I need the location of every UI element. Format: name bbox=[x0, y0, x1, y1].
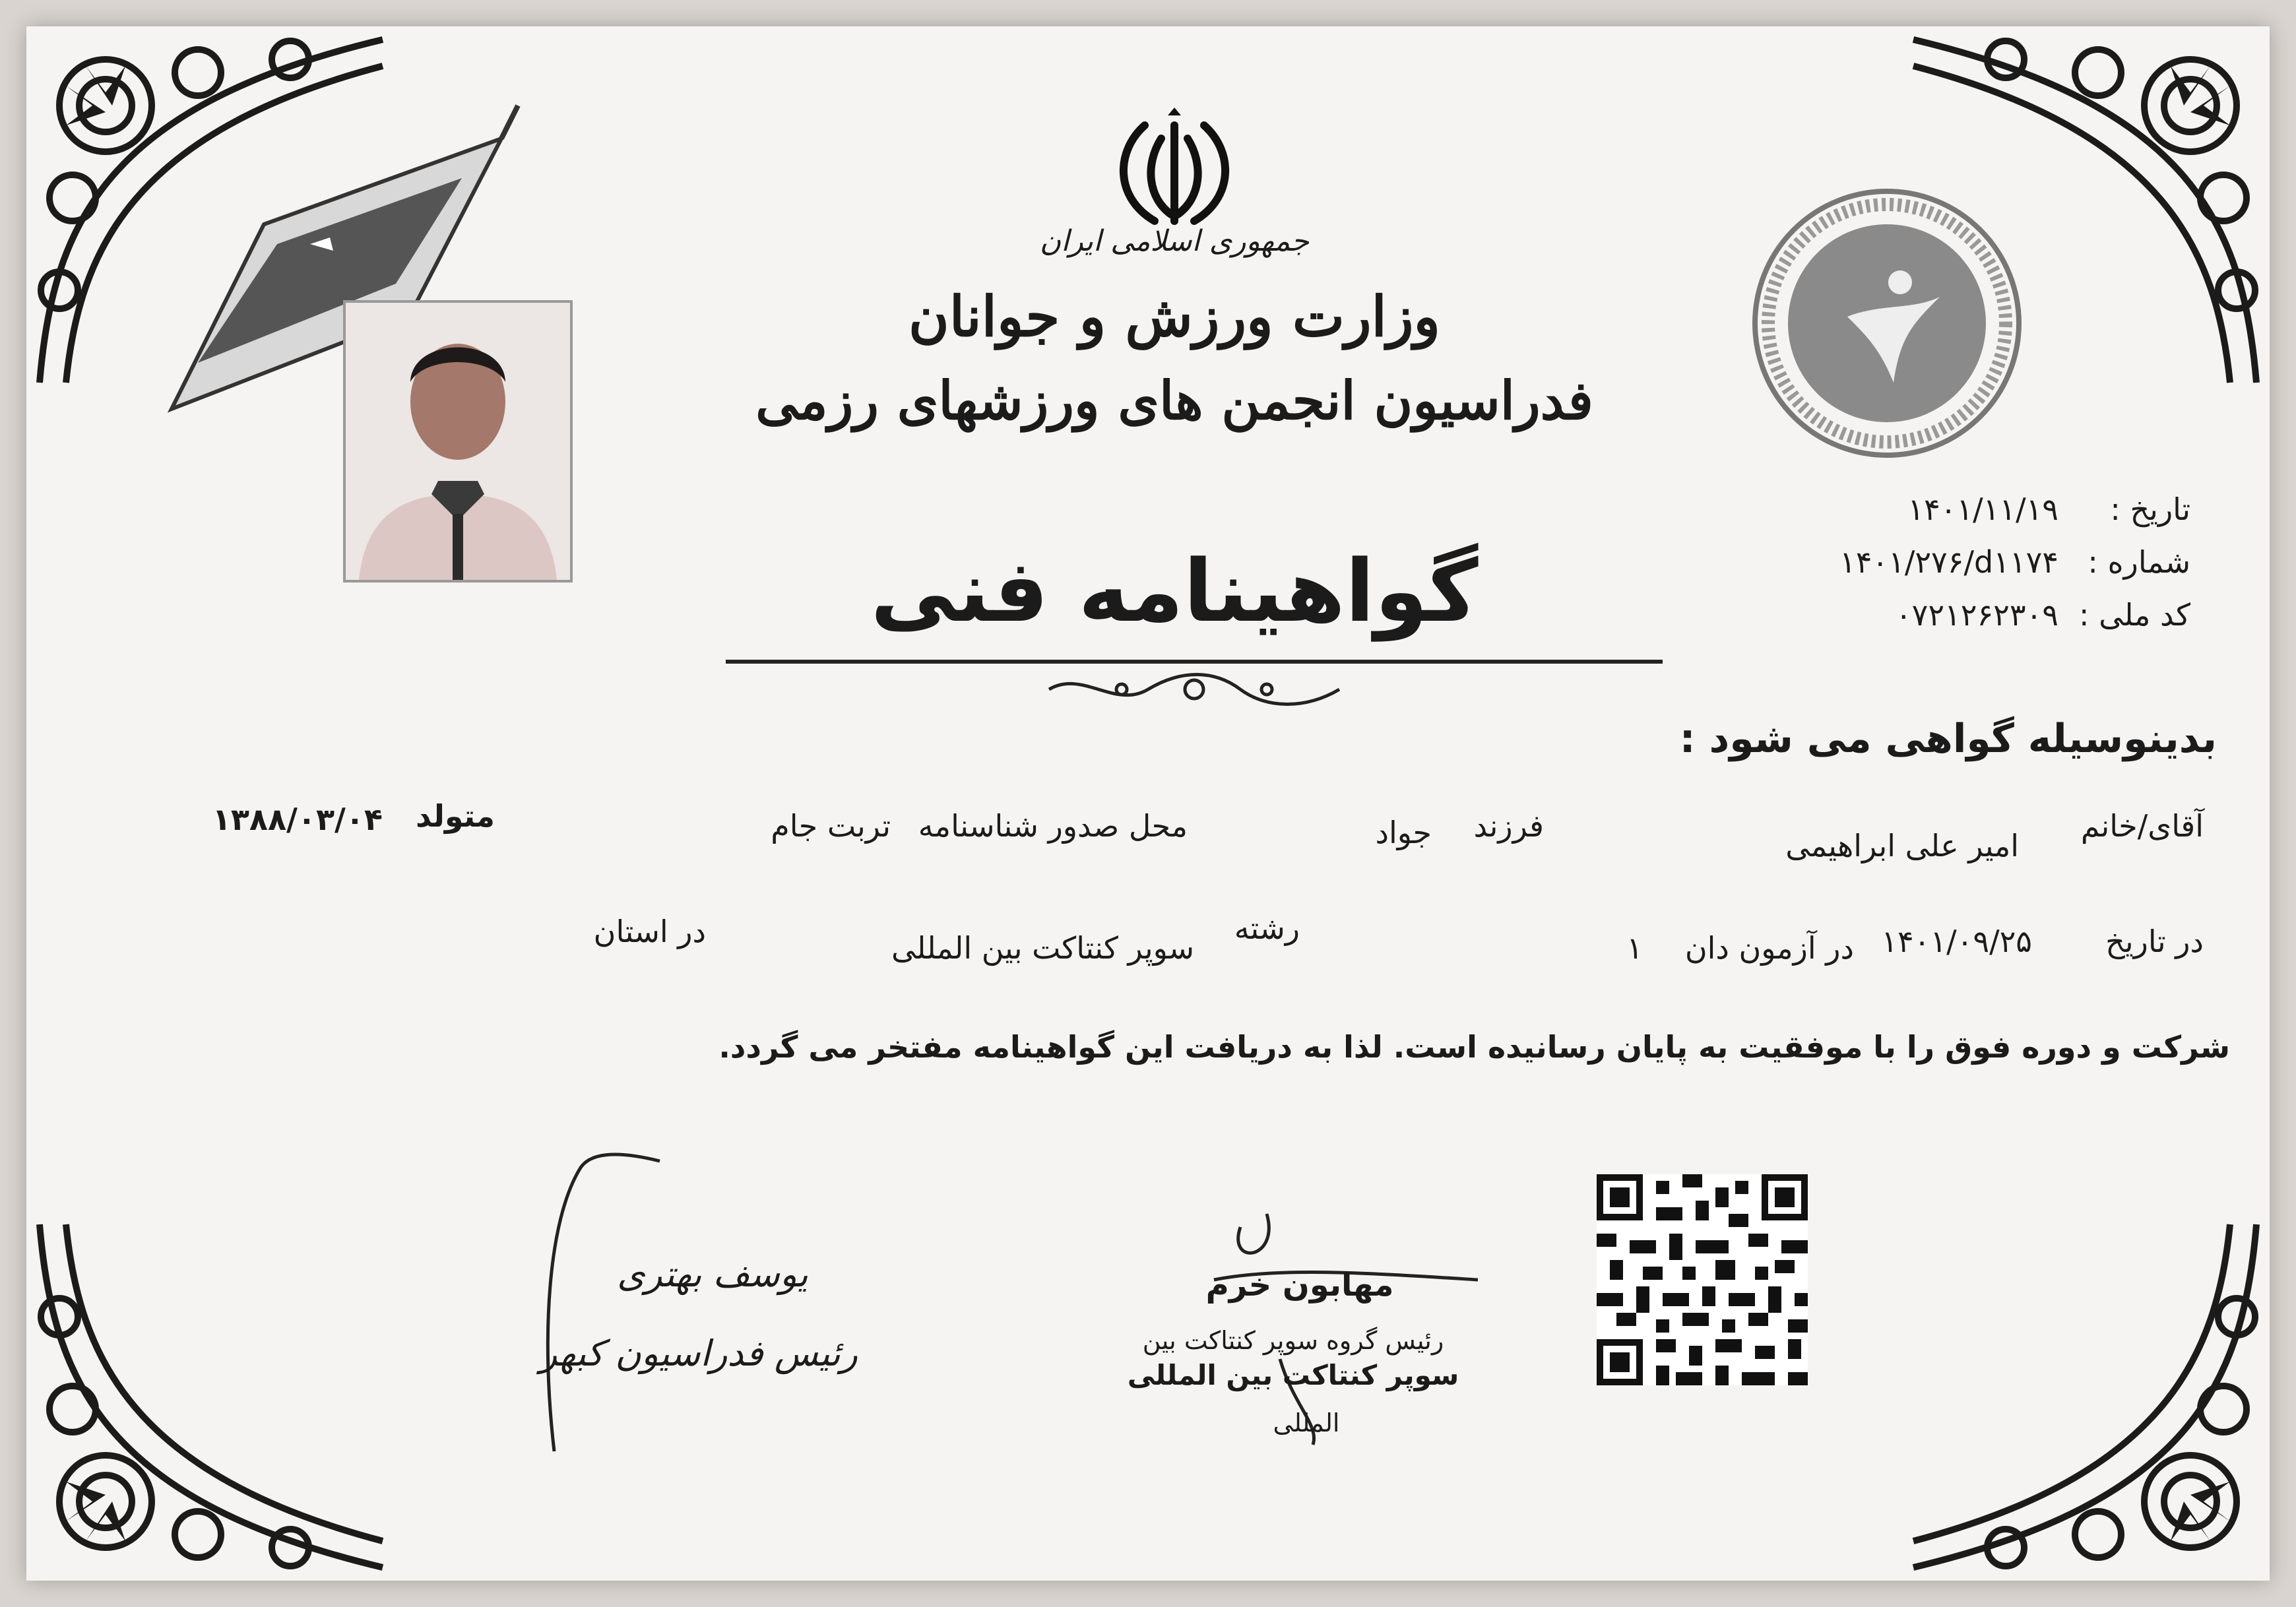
center-signer-title-2: سوپر کنتاکت بین المللی bbox=[1127, 1359, 1459, 1391]
holder-photo bbox=[343, 300, 573, 583]
number-label: شماره : bbox=[2088, 544, 2190, 580]
left-signer-name: یوسف بهتری bbox=[617, 1253, 808, 1295]
divider-flourish-icon bbox=[1042, 670, 1346, 709]
name-value: امیر علی ابراهیمی bbox=[1785, 828, 2019, 864]
center-signer-title-1: رئیس گروه سوپر کنتاکت بین bbox=[1142, 1326, 1444, 1355]
title-divider bbox=[726, 660, 1663, 664]
birth-label: متولد bbox=[416, 798, 495, 834]
closing-text: شرکت و دوره فوق را با موفقیت به پایان رسانیده است. لذا به دریافت این گواهینامه مفتخر می گردد. bbox=[718, 1029, 2230, 1065]
certificate-sheet bbox=[26, 26, 2270, 1581]
province-label: در استان bbox=[593, 914, 706, 949]
federation-seal-icon bbox=[1748, 185, 2025, 462]
name-label: آقای/خانم bbox=[2080, 808, 2204, 844]
federation-name: فدراسیون انجمن های ورزشهای رزمی bbox=[755, 369, 1593, 431]
national-code-label: کد ملی : bbox=[2079, 597, 2190, 633]
qr-code-icon[interactable] bbox=[1597, 1174, 1808, 1385]
exam-label: در آزمون دان bbox=[1684, 930, 1854, 966]
birth-value: ۱۳۸۸/۰۳/۰۴ bbox=[212, 802, 383, 837]
discipline-value: سوپر کنتاکت بین المللی bbox=[891, 930, 1194, 966]
exam-date-value: ۱۴۰۱/۰۹/۲۵ bbox=[1881, 924, 2032, 959]
discipline-label: رشته bbox=[1234, 910, 1300, 946]
person-portrait-icon bbox=[346, 303, 570, 580]
iran-emblem-icon bbox=[1108, 106, 1240, 231]
number-value: ۱۴۰۱/۲۷۶/d۱۱۷۴ bbox=[1839, 544, 2058, 580]
bottom-left-ornament-icon bbox=[26, 1211, 396, 1581]
ministry-name: وزارت ورزش و جوانان bbox=[909, 284, 1440, 349]
center-signer-name: مهابون خرم bbox=[1205, 1267, 1394, 1304]
birthplace-label: محل صدور شناسنامه bbox=[918, 808, 1188, 844]
date-label: تاریخ : bbox=[2110, 491, 2190, 527]
left-signer-title: رئیس فدراسیون کبهر bbox=[540, 1333, 858, 1374]
date-value: ۱۴۰۱/۱۱/۱۹ bbox=[1907, 491, 2058, 527]
birthplace-value: تربت جام bbox=[771, 808, 891, 844]
father-label: فرزند bbox=[1473, 808, 1544, 844]
country-name: جمهوری اسلامی ایران bbox=[1039, 224, 1310, 258]
center-signer-title-3: المللی bbox=[1273, 1408, 1340, 1437]
exam-value: ۱ bbox=[1626, 930, 1643, 966]
father-value: جواد bbox=[1375, 815, 1432, 850]
exam-date-label: در تاریخ bbox=[2105, 924, 2204, 959]
signature-stroke-icon bbox=[528, 1141, 673, 1458]
national-code-value: ۰۷۲۱۲۶۲۳۰۹ bbox=[1895, 597, 2058, 633]
certificate-title: گواهینامه فنی bbox=[870, 541, 1479, 641]
bottom-right-ornament-icon bbox=[1900, 1211, 2270, 1581]
intro-text: بدینوسیله گواهی می شود : bbox=[1679, 716, 2217, 762]
